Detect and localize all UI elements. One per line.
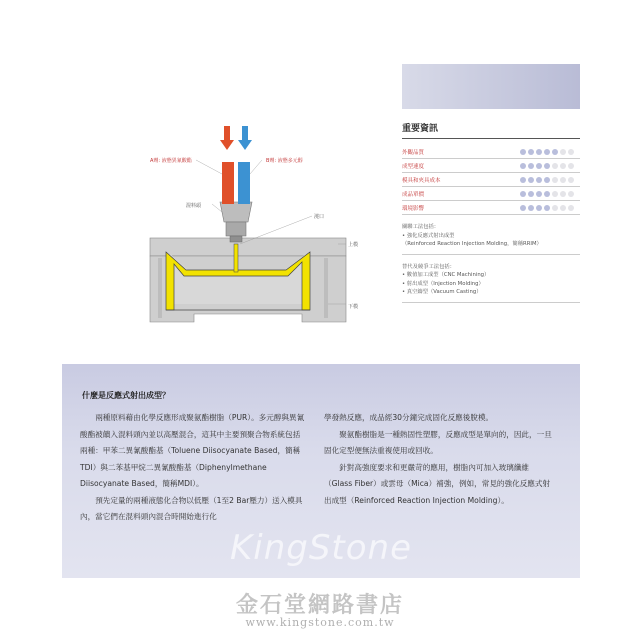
rating-label: 外觀品質 — [402, 149, 425, 156]
rating-dot-empty-icon — [568, 163, 574, 169]
rating-label: 成品單價 — [402, 191, 425, 198]
rating-label: 成型速度 — [402, 163, 425, 170]
book-page — [62, 64, 580, 578]
label-a: A劑: 液態異氰酸酯 — [150, 158, 192, 164]
related-item: • 強化反應式射出成型 — [402, 232, 455, 239]
info-title: 重要資訊 — [402, 121, 580, 139]
arrow-a-icon — [220, 126, 234, 150]
rating-dot-empty-icon — [568, 191, 574, 197]
label-mixhead: 混料頭 — [186, 203, 202, 209]
rating-dot-filled-icon — [528, 163, 534, 169]
rating-dot-filled-icon — [536, 205, 542, 211]
article-section — [62, 364, 580, 578]
paragraph-continued: 學發熱反應，成品經30分鐘完成固化反應後脫模。 — [324, 413, 494, 422]
paragraph: 預先定量的兩種液態化合物以低壓（1至2 Bar壓力）送入模具內，當它們在混料頭內混合時開始進行化 — [80, 495, 303, 521]
label-lower-mold: 下模 — [348, 304, 359, 310]
rating-dot-filled-icon — [536, 177, 542, 183]
info-sidebar — [402, 64, 580, 364]
rating-row — [402, 201, 580, 215]
label-b: B劑: 液態多元醇 — [266, 158, 303, 164]
rating-dot-empty-icon — [560, 191, 566, 197]
rating-dot-filled-icon — [528, 205, 534, 211]
rating-dots — [520, 149, 574, 155]
rating-dot-filled-icon — [536, 191, 542, 197]
rating-row — [402, 145, 580, 159]
watermark: KingStone — [229, 528, 413, 568]
pipe-a — [222, 162, 234, 204]
sprue — [234, 244, 238, 272]
rim-process-diagram — [62, 64, 382, 364]
rating-dot-empty-icon — [552, 191, 558, 197]
rating-dot-filled-icon — [528, 149, 534, 155]
rating-dot-filled-icon — [536, 149, 542, 155]
related-title: 關聯工法包括： — [402, 224, 440, 230]
rating-dot-filled-icon — [528, 191, 534, 197]
rating-dot-filled-icon — [520, 191, 526, 197]
rating-dots — [520, 177, 574, 183]
rating-dot-empty-icon — [568, 205, 574, 211]
rating-dot-filled-icon — [544, 205, 550, 211]
rating-dot-empty-icon — [568, 149, 574, 155]
related-item: （Reinforced Reaction Injection Molding，簡稱RRIM） — [402, 241, 542, 247]
article-title: 什麼是反應式射出成型？ — [82, 391, 170, 400]
ratings-table — [402, 145, 580, 215]
rating-label: 環境影響 — [402, 205, 425, 212]
rating-dot-filled-icon — [520, 205, 526, 211]
label-vent: 澆口 — [314, 214, 325, 220]
paragraph: 針對高強度要求和更嚴苛的應用，樹脂內可加入玻璃纖維（Glass Fiber）或雲母（Mica）補強，例如，常見的強化反應式射出成型（Reinforced Reaction Injection Molding）。 — [324, 462, 551, 505]
rating-dots — [520, 205, 574, 211]
rating-row — [402, 187, 580, 201]
footer-store-name: 金石堂網路書店 — [235, 592, 404, 618]
rating-row — [402, 159, 580, 173]
rating-dot-empty-icon — [552, 163, 558, 169]
rating-dot-filled-icon — [520, 177, 526, 183]
alternative-title: 替代及競爭工法包括： — [402, 263, 455, 270]
rating-dots — [520, 163, 574, 169]
sidebar-header-band — [402, 64, 580, 109]
rating-dot-empty-icon — [568, 177, 574, 183]
rating-dot-filled-icon — [544, 177, 550, 183]
paragraph: 兩種原料藉由化學反應形成聚氨酯樹脂（PUR）。多元醇與異氰酸酯被饋入混料頭內並以高壓混合，這其中主要預聚合物系統包括兩種：甲苯二異氰酸酯基（Toluene Diisocyanate Based，簡稱TDI）與二苯基甲烷二異氰酸酯基（Diphenylmethane Diisocyanate Based，簡稱MDI）。 — [80, 413, 305, 488]
alternative-item: • 射出成型（Injection Molding） — [402, 280, 484, 287]
rating-dot-empty-icon — [552, 177, 558, 183]
rating-dot-empty-icon — [560, 163, 566, 169]
rating-dots — [520, 191, 574, 197]
arrow-b-icon — [238, 126, 252, 150]
rating-row — [402, 173, 580, 187]
rating-dot-filled-icon — [528, 177, 534, 183]
label-upper-mold: 上模 — [348, 242, 359, 248]
alternative-item: • 真空鑄型（Vacuum Casting） — [402, 289, 482, 295]
rating-dot-filled-icon — [544, 149, 550, 155]
diagram-svg — [62, 64, 382, 364]
rating-dot-empty-icon — [560, 177, 566, 183]
rating-dot-filled-icon — [552, 149, 558, 155]
mold — [150, 238, 346, 322]
pipe-b — [238, 162, 250, 204]
rating-dot-filled-icon — [520, 163, 526, 169]
related-methods — [402, 223, 580, 255]
alternative-item: • 數值加工成型（CNC Machining） — [402, 272, 490, 278]
rating-dot-empty-icon — [560, 205, 566, 211]
footer-url: www.kingstone.com.tw — [245, 616, 395, 629]
paragraph: 聚氨酯樹脂是一種熱固性塑膠，反應成型是單向的，因此，一旦固化定型便無法重複使用或回收。 — [324, 429, 552, 455]
rating-dot-empty-icon — [560, 149, 566, 155]
alternative-methods — [402, 263, 580, 303]
rating-dot-empty-icon — [552, 205, 558, 211]
article-column-left — [80, 410, 306, 526]
rating-label: 模具和夾具成本 — [402, 177, 441, 184]
rating-dot-filled-icon — [520, 149, 526, 155]
mixhead — [220, 202, 252, 242]
rating-dot-filled-icon — [536, 163, 542, 169]
rating-dot-filled-icon — [544, 163, 550, 169]
article-column-right — [324, 410, 552, 509]
rating-dot-filled-icon — [544, 191, 550, 197]
